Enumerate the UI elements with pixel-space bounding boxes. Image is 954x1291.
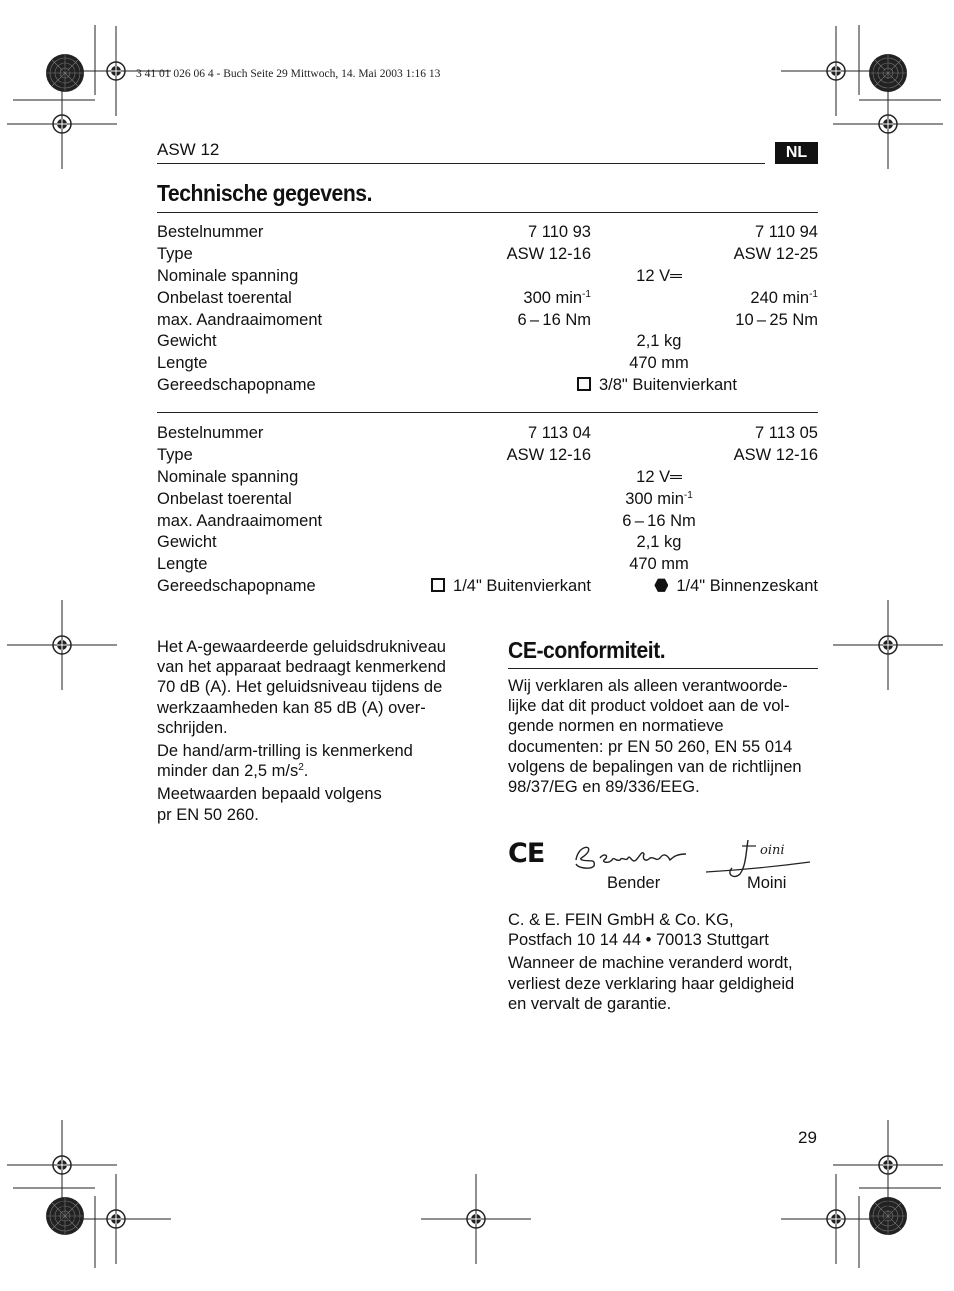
validity-note: Wanneer de machine veranderd wordt, verliest deze verklaring haar geldigheid en vervalt de garantie. [508, 954, 795, 1013]
signer-moini: Moini [747, 874, 787, 892]
value-tool-text: 3/8" Buitenvierkant [599, 376, 737, 395]
value-speed-2-text: 240 min [750, 288, 810, 307]
speed-exponent: -1 [582, 288, 591, 300]
spec-row-type [157, 244, 818, 266]
noise-info [157, 637, 457, 828]
label-order-no: Bestelnummer [157, 424, 264, 442]
header-rule [157, 163, 765, 164]
spec-row-order-no [157, 423, 818, 445]
label-voltage: Nominale spanning [157, 266, 299, 285]
label-weight: Gewicht [157, 332, 217, 351]
spec-row-type [157, 445, 818, 467]
speed-exponent: -1 [683, 489, 693, 501]
spec-row-length [157, 353, 818, 375]
language-badge: NL [775, 142, 818, 164]
spec-table-1 [157, 222, 818, 397]
spec-row-voltage [157, 467, 818, 489]
value-speed-text: 300 min [625, 489, 684, 508]
spec-row-weight [157, 331, 818, 353]
value-type-1: ASW 12-16 [506, 445, 591, 464]
company-block [508, 910, 818, 1014]
company-name: C. & E. FEIN GmbH & Co. KG, [508, 911, 734, 929]
value-tool [577, 375, 737, 397]
value-order-no-1: 7 113 04 [527, 424, 591, 442]
value-speed-1-text: 300 min [523, 288, 583, 307]
label-tool: Gereedschapopname [157, 577, 316, 596]
spec-table-2 [157, 423, 818, 598]
spec-row-speed [157, 489, 818, 511]
spec-row-length [157, 554, 818, 576]
speed-exponent: -1 [809, 288, 818, 300]
spec-row-order-no [157, 222, 818, 244]
print-slug: 3 41 01 026 06 4 - Buch Seite 29 Mittwoch, 14. Mai 2003 1:16 13 [136, 68, 441, 80]
svg-text:oini: oini [760, 843, 785, 858]
spec-row-tool [157, 375, 818, 397]
label-speed: Onbelast toerental [157, 489, 292, 508]
value-torque: 6 – 16 Nm [622, 511, 696, 530]
value-order-no-2: 7 110 94 [754, 223, 818, 241]
signer-bender: Bender [607, 874, 661, 892]
vibration-end: . [303, 762, 309, 781]
value-type-1: ASW 12-16 [506, 244, 591, 263]
vibration-paragraph [157, 741, 457, 781]
value-type-2: ASW 12-25 [733, 244, 818, 263]
value-type-2: ASW 12-16 [733, 445, 818, 464]
spec-row-torque [157, 310, 818, 332]
value-tool-2 [654, 576, 818, 598]
value-length: 470 mm [629, 354, 689, 373]
company-address: Postfach 10 14 44 • 70013 Stuttgart [508, 931, 769, 950]
label-type: Type [157, 445, 193, 464]
ce-title-rule [508, 668, 818, 669]
label-torque: max. Aandraaimoment [157, 310, 323, 329]
label-speed: Onbelast toerental [157, 288, 292, 307]
measurement-paragraph: Meetwaarden bepaald volgens pr EN 50 260. [157, 785, 382, 824]
tech-data-title: Technische gegevens. [157, 180, 373, 206]
noise-paragraph: Het A-gewaardeerde geluidsdrukniveau van het apparaat bedraagt kenmerkend 70 dB (A). Het geluidsniveau tijdens de werkzaamheden kan 85 dB (A) over-schrijden. [157, 638, 446, 737]
value-speed-1 [523, 288, 591, 310]
spec-row-tool [157, 576, 818, 598]
value-voltage: 12 V═ [636, 467, 682, 486]
value-speed-2 [750, 288, 818, 310]
label-voltage: Nominale spanning [157, 467, 299, 486]
spec-row-voltage [157, 266, 818, 288]
label-tool: Gereedschapopname [157, 376, 316, 395]
header-model: ASW 12 [157, 140, 220, 159]
tech-title-rule [157, 212, 818, 213]
label-order-no: Bestelnummer [157, 223, 264, 241]
value-voltage: 12 V═ [636, 266, 682, 285]
label-torque: max. Aandraaimoment [157, 511, 323, 530]
square-drive-icon [431, 578, 445, 592]
vibration-text: De hand/arm-trilling is kenmerkend minder dan 2,5 m/s [157, 742, 413, 781]
spec-row-torque [157, 511, 818, 533]
value-length: 470 mm [629, 555, 689, 574]
ce-mark: CE [508, 838, 545, 869]
table-separator-rule [157, 412, 818, 413]
spec-row-weight [157, 532, 818, 554]
value-order-no-1: 7 110 93 [527, 223, 591, 241]
ce-declaration: Wij verklaren als alleen verantwoorde-lijke dat dit product voldoet aan de vol-gende normen en normatieve documenten: pr EN 50 260, EN 55 014 volgens de bepalingen van de richtlijnen 98/37/EG en 89/336/EEG. [508, 677, 802, 797]
vibration-exponent: 2 [298, 762, 304, 774]
value-torque-1: 6 – 16 Nm [517, 310, 591, 329]
label-type: Type [157, 244, 193, 263]
page-number: 29 [798, 1128, 817, 1147]
value-torque-2: 10 – 25 Nm [735, 310, 818, 329]
spec-row-speed [157, 288, 818, 310]
label-length: Lengte [157, 354, 208, 373]
value-weight: 2,1 kg [636, 332, 682, 351]
square-drive-icon [577, 377, 591, 391]
value-speed [514, 489, 804, 511]
ce-title: CE-conformiteit. [508, 637, 666, 663]
value-tool-1-text: 1/4" Buitenvierkant [453, 577, 591, 596]
value-weight: 2,1 kg [636, 533, 682, 552]
value-order-no-2: 7 113 05 [754, 424, 818, 442]
value-tool-1 [431, 576, 591, 598]
label-length: Lengte [157, 555, 208, 574]
value-tool-2-text: 1/4" Binnenzeskant [676, 577, 818, 596]
label-weight: Gewicht [157, 533, 217, 552]
hexagon-socket-icon [654, 578, 668, 592]
